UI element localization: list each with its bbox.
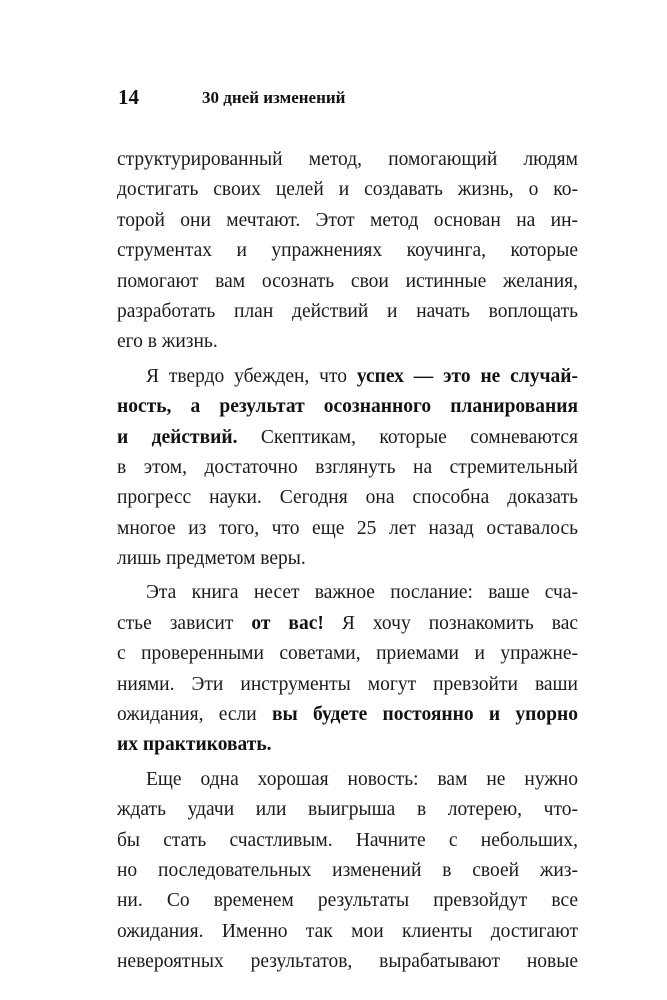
text-run: прогресс науки. Сегодня она способна доказать	[117, 487, 578, 509]
paragraph	[117, 765, 578, 978]
text-line	[117, 483, 578, 513]
text-line	[117, 700, 578, 730]
text-line	[117, 856, 578, 886]
text-run: его в жизнь.	[117, 331, 218, 353]
text-line	[117, 544, 578, 574]
text-line	[117, 453, 578, 483]
bold-text: от вас!	[251, 612, 324, 634]
text-line	[117, 670, 578, 700]
text-run: достигать своих целей и создавать жизнь, о ко-	[117, 179, 578, 201]
text-run: ниями. Эти инструменты могут превзойти ваши	[117, 673, 578, 695]
bold-text: ность, а результат осознанного планирования	[117, 396, 578, 418]
text-line	[117, 145, 578, 175]
text-run: стье зависит	[117, 612, 252, 634]
text-run: в этом, достаточно взглянуть на стремительный	[117, 456, 578, 478]
paragraph	[117, 145, 578, 358]
text-run: многое из того, что еще 25 лет назад оставалось	[117, 517, 578, 539]
text-line	[117, 327, 578, 357]
page-number: 14	[118, 85, 139, 109]
paragraph	[117, 578, 578, 760]
text-run: торой они мечтают. Этот метод основан на ин-	[117, 209, 578, 231]
text-run: струментах и упражнениях коучинга, которые	[117, 240, 578, 262]
text-run: ждать удачи или выигрыша в лотерею, что-	[117, 799, 578, 821]
text-run: Скептикам, которые сомневаются	[237, 426, 578, 448]
text-run: невероятных результатов, вырабатывают новые	[117, 951, 578, 973]
text-run: структурированный метод, помогающий людям	[117, 149, 578, 170]
text-line	[117, 826, 578, 856]
paragraph	[117, 362, 578, 575]
text-line	[117, 236, 578, 266]
text-run: Я хочу познакомить вас	[323, 612, 579, 634]
text-run: ожидания. Именно так мои клиенты достигают	[117, 920, 578, 942]
bold-text: вы будете постоянно и упорно	[271, 704, 578, 726]
text-line	[117, 886, 578, 916]
text-line	[117, 917, 578, 947]
text-line	[117, 609, 578, 639]
text-line	[117, 206, 578, 236]
text-line	[117, 175, 578, 205]
body-text	[117, 145, 578, 978]
text-line	[117, 578, 578, 608]
text-line	[117, 730, 578, 760]
text-run: ожидания, если	[117, 704, 272, 726]
text-line	[117, 947, 578, 977]
book-title: 30 дней изменений	[202, 88, 346, 107]
text-line	[117, 362, 578, 392]
text-line	[117, 297, 578, 327]
text-run: с проверенными советами, приемами и упражне-	[117, 643, 578, 665]
text-run: помогают вам осознать свои истинные желания,	[117, 270, 578, 292]
text-line	[117, 639, 578, 669]
text-line	[117, 392, 578, 422]
bold-text: их практиковать.	[117, 734, 272, 756]
text-line	[117, 267, 578, 297]
text-run: ни. Со временем результаты превзойдут все	[117, 890, 578, 912]
text-line	[117, 423, 578, 453]
running-head	[118, 83, 578, 113]
text-line	[117, 765, 578, 795]
text-run: бы стать счастливым. Начните с небольших,	[117, 829, 578, 851]
text-run: Эта книга несет важное послание: ваше сча-	[146, 582, 578, 604]
text-run: но последовательных изменений в своей жиз-	[117, 859, 578, 881]
text-run: Еще одна хорошая новость: вам не нужно	[146, 768, 578, 790]
text-run: Я твердо убежден, что	[146, 365, 357, 387]
text-run: разработать план действий и начать воплощать	[117, 300, 578, 322]
text-run: лишь предметом веры.	[117, 548, 306, 570]
bold-text: и действий.	[117, 426, 238, 448]
text-line	[117, 795, 578, 825]
text-line	[117, 514, 578, 544]
bold-text: успех — это не случай-	[356, 365, 579, 387]
